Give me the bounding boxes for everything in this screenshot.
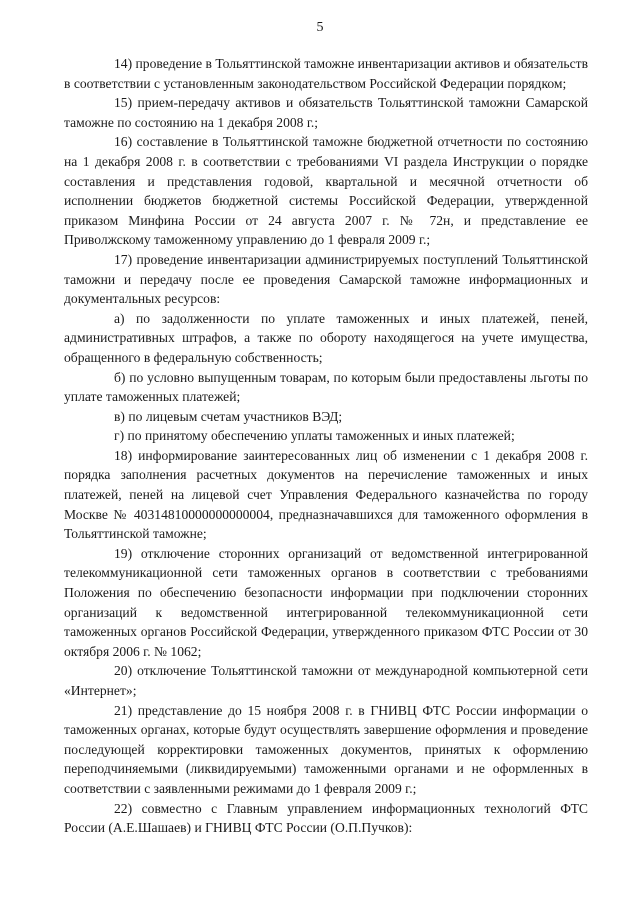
paragraph-item-16: 16) составление в Тольяттинской таможне бюджетной отчетности по состоянию на 1 декабря 2008 г. в соответствии с требованиями VI раздела Инструкции о порядке составления и представления годовой, квартальной и месячной отчетности об исполнении бюджетов бюджетной системы Российской Федерации, утвержденной приказом Минфина России от 24 августа 2007 г. № 72н, и представление ее Приволжскому таможенному управлению до 1 февраля 2009 г.; xyxy=(64,134,588,248)
page-number: 5 xyxy=(316,20,324,35)
subparagraph-b: б) по условно выпущенным товарам, по которым были предоставлены льготы по уплате таможенных платежей; xyxy=(64,369,588,405)
paragraph-item-22: 22) совместно с Главным управлением информационных технологий ФТС России (А.Е.Шашаев) и ГНИВЦ ФТС России (О.П.Пучков): xyxy=(64,800,588,836)
paragraph-item-17: 17) проведение инвентаризации администрируемых поступлений Тольяттинской таможни и передачу после ее проведения Самарской таможне информационных и документальных ресурсов: xyxy=(64,251,588,307)
paragraph-item-18: 18) информирование заинтересованных лиц об изменении с 1 декабря 2008 г. порядка заполнения расчетных документов на перечисление таможенных и иных платежей, пеней на лицевой счет Управления Федерального казначейства по городу Москве № 40314810000000000004, предназначавшихся для таможенного оформления в Тольяттинской таможне; xyxy=(64,447,588,542)
paragraph-item-14: 14) проведение в Тольяттинской таможне инвентаризации активов и обязательств в соответствии с установленным законодательством Российской Федерации порядком; xyxy=(64,56,588,91)
subparagraph-g: г) по принятому обеспечению уплаты таможенных и иных платежей; xyxy=(114,428,515,444)
paragraph-item-21: 21) представление до 15 ноября 2008 г. в ГНИВЦ ФТС России информации о таможенных органах, которые будут осуществлять завершение оформления и проведение последующей корректировки таможенных документов, принятых к оформлению переподчиняемыми (ликвидируемыми) таможенными органами и не оформленных в соответствии с заявленными режимами до 1 февраля 2009 г.; xyxy=(64,702,588,796)
subparagraph-v: в) по лицевым счетам участников ВЭД; xyxy=(114,408,343,424)
paragraph-item-19: 19) отключение сторонних организаций от ведомственной интегрированной телекоммуникационной сети таможенных органов в соответствии с требованиями Положения по обеспечению безопасности информации при подключении сторонних организаций к ведомственной интегрированной телекоммуникационной сети таможенных органов Российской Федерации, утвержденного приказом ФТС России от 30 октября 2006 г. № 1062; xyxy=(64,545,588,659)
paragraph-item-15: 15) прием-передачу активов и обязательств Тольяттинской таможни Самарской таможне по состоянию на 1 декабря 2008 г.; xyxy=(64,95,588,130)
subparagraph-a: а) по задолженности по уплате таможенных и иных платежей, пеней, административных штрафов, а также по обороту находящегося на учете имущества, обращенного в федеральную собственность; xyxy=(64,310,588,365)
paragraph-item-20: 20) отключение Тольяттинской таможни от международной компьютерной сети «Интернет»; xyxy=(64,663,588,698)
document-body xyxy=(64,54,588,838)
